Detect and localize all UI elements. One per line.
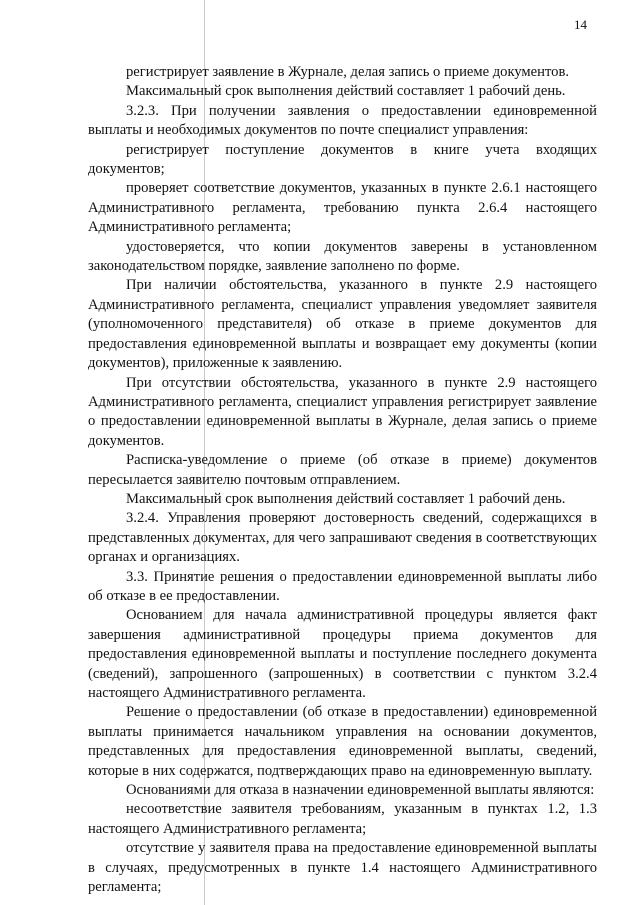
paragraph: 3.3. Принятие решения о предоставлении единовременной выплаты либо об отказе в ее предоставлении. (88, 568, 597, 604)
paragraph: Расписка-уведомление о приеме (об отказе в приеме) документов пересылается заявителю почтовым отправлением. (88, 452, 597, 488)
paragraph: Основаниями для отказа в назначении единовременной выплаты являются: (126, 782, 595, 799)
paragraph: несоответствие заявителя требованиям, указанным в пунктах 1.2, 1.3 настоящего Административного регламента; (88, 801, 597, 837)
paragraph: Решение о предоставлении (об отказе в предоставлении) единовременной выплаты принимается начальником управления на основании документов, представленных для предоставления единовременной выплаты, сведений, которые в них содержатся, подтверждающих право на единовременную выплату. (88, 704, 597, 779)
paragraph: отсутствие у заявителя права на предоставление единовременной выплаты в случаях, предусмотренных в пункте 1.4 настоящего Административного регламента; (88, 840, 597, 896)
paragraph: При отсутствии обстоятельства, указанного в пункте 2.9 настоящего Административного регламента, специалист управления регистрирует заявление о предоставлении единовременной выплаты в Журнале, делая запись о приеме документов. (88, 374, 597, 449)
paragraph: 3.2.3. При получении заявления о предоставлении единовременной выплаты и необходимых документов по почте специалист управления: (88, 102, 597, 139)
paragraph: Основанием для начала административной процедуры является факт завершения административной процедуры приема документов для предоставления единовременной выплаты и поступление последнего документа (сведений), запрошенного (запрошенных) в соответствии с пунктом 3.2.4 настоящего Административного регламента. (88, 607, 597, 701)
paragraph: 3.2.4. Управления проверяют достоверность сведений, содержащихся в представленных документах, для чего запрашивают сведения в соответствующих органах и организациях. (88, 510, 597, 566)
paragraph: регистрирует поступление документов в книге учета входящих документов; (88, 141, 597, 178)
paragraph: проверяет соответствие документов, указанных в пункте 2.6.1 настоящего Административного регламента, требованию пункта 2.6.4 настоящего Административного регламента; (88, 180, 597, 236)
paragraph: регистрирует заявление в Журнале, делая запись о приеме документов. (126, 64, 569, 80)
paragraph: Максимальный срок выполнения действий составляет 1 рабочий день. (126, 490, 566, 507)
paragraph: Максимальный срок выполнения действий составляет 1 рабочий день. (126, 83, 566, 100)
page-number: 14 (574, 17, 587, 32)
paragraph: При наличии обстоятельства, указанного в пункте 2.9 настоящего Административного регламента, специалист управления уведомляет заявителя (уполномоченного представителя) об отказе в приеме документов для предоставления единовременной выплаты и возвращает ему документы (копии документов), приложенные к заявлению. (88, 277, 597, 372)
document-body (88, 63, 597, 897)
paragraph: удостоверяется, что копии документов заверены в установленном законодательством порядке, заявление заполнено по форме. (88, 238, 597, 275)
